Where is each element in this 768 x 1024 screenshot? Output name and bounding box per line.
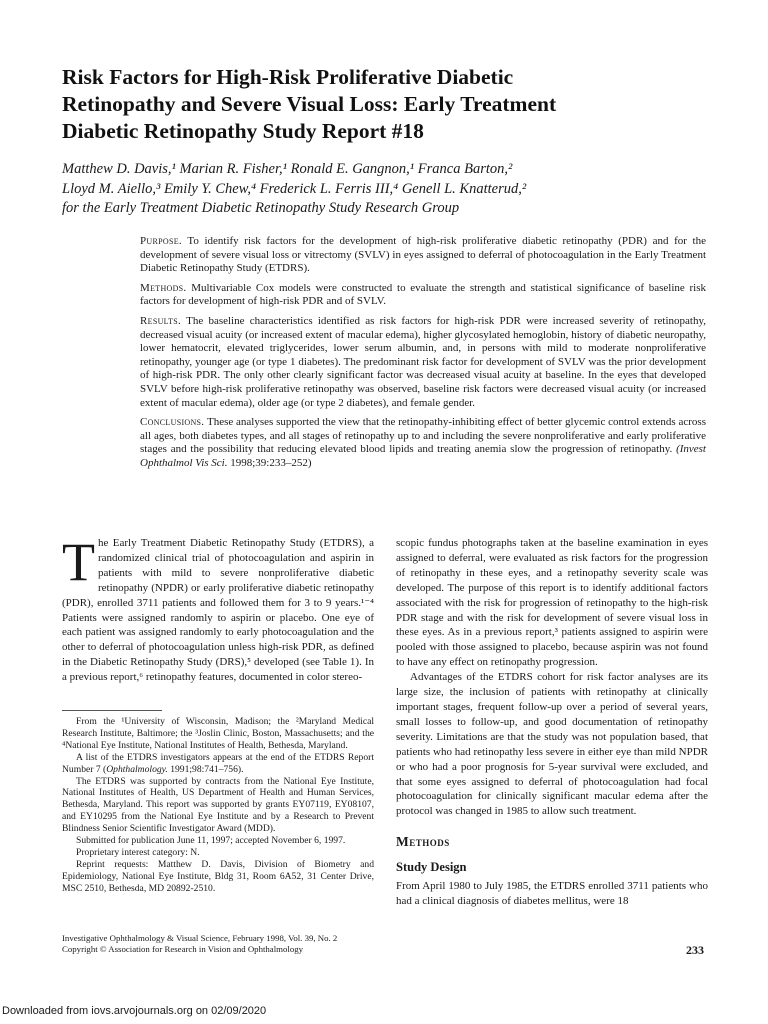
- intro-text: he Early Treatment Diabetic Retinopathy Study (ETDRS), a randomized clinical trial of photocoagulation and aspirin in patients with mild to severe nonproliferative diabetic retinopathy (NPDR) or early proliferative diabetic retinopathy (PDR), enrolled 3711 patients and followed them for 3 to 9 years.¹⁻⁴ Patients were assigned randomly to aspirin or placebo. One eye of each patient was assigned randomly to early photocoagulation and the other to deferral of photocoagulation unless high-risk PDR, as defined in the Diabetic Retinopathy Study (DRS),⁵ developed (see Table 1). In a previous report,⁶ retinopathy features, documented in color stereo-: [62, 537, 374, 684]
- footnote-interest: Proprietary interest category: N.: [76, 846, 200, 858]
- footnotes: [62, 716, 374, 895]
- results-text: The baseline characteristics identified as risk factors for high-risk PDR were increased severity of retinopathy, decreased visual acuity (or increased extent of macular edema), higher glycosylated hemoglobin, history of diabetic neuropathy, lower hematocrit, elevated triglycerides, lower serum albumin, and, in persons with mild to moderate nonproliferative retinopathy, younger age (or type 1 diabetes). The predominant risk factor for development of SVLV was the prior development of high-risk PDR. The only other clearly significant factor was decreased visual acuity at baseline. In the eyes that developed SVLV before high-risk proliferative retinopathy was observed, baseline risk factors were decreased visual acuity (or increased extent of macular edema), older age (or type 2 diabetes), and female gender.: [140, 314, 706, 409]
- intro-paragraph: [62, 532, 374, 685]
- methods-text: Multivariable Cox models were constructed to evaluate the strength and statistical significance of baseline risk factors for development of high-risk PDR and of SVLV.: [140, 281, 707, 308]
- abstract-conclusions: [140, 416, 706, 470]
- body-paragraph: Advantages of the ETDRS cohort for risk factor analyses are its large size, the inclusion of patients with retinopathy at clinically important stages, frequent follow-up over a period of several years, small losses to follow-up, and good documentation of retinopathy severity. Limitations are that the study was not population based, that patients who had retinopathy less severe in either eye than mild NPDR or who had a poor prognosis for 5-year survival were excluded, and that some eyes assigned to deferral of photocoagulation had focal photocoagulation for clinically significant macular edema after the protocol was changed in 1985 to allow such treatment.: [396, 671, 708, 818]
- journal-footer: [62, 933, 522, 955]
- abstract-purpose: [140, 235, 706, 276]
- title-line: Retinopathy and Severe Visual Loss: Early Treatment: [62, 92, 557, 116]
- journal-copyright: Copyright © Association for Research in Vision and Ophthalmology: [62, 944, 304, 954]
- footnote-investigators: [62, 752, 374, 776]
- footnote-submitted: Submitted for publication June 11, 1997; accepted November 6, 1997.: [76, 835, 346, 847]
- title-line: Risk Factors for High-Risk Proliferative Diabetic: [62, 65, 514, 89]
- abstract-methods: [140, 282, 706, 309]
- investigators-post: 1991;98:741–756).: [167, 763, 244, 775]
- footnote-reprint: Reprint requests: Matthew D. Davis, Division of Biometry and Epidemiology, National Eye Institute, Bldg 31, Room 6A52, 31 Center Drive, MSC 2510, Bethesda, MD 20892-2510.: [62, 858, 374, 894]
- journal-issue: Investigative Ophthalmology & Visual Science, February 1998, Vol. 39, No. 2: [62, 933, 338, 943]
- drop-cap: T: [62, 532, 95, 592]
- title-line: Diabetic Retinopathy Study Report #18: [62, 119, 424, 143]
- page-number: 233: [686, 943, 704, 957]
- purpose-text: To identify risk factors for the development of high-risk proliferative diabetic retinopathy (PDR) and for the development of severe visual loss or vitrectomy (SVLV) in eyes assigned to deferral of photocoagulation in the Early Treatment Diabetic Retinopathy Study (ETDRS).: [140, 235, 706, 275]
- study-design-heading: Study Design: [396, 860, 467, 875]
- body-right-column: [396, 536, 708, 909]
- abstract: [140, 235, 706, 477]
- conclusions-text: These analyses supported the view that the retinopathy-inhibiting effect of better glycemic control extends across all ages, both diabetes types, and all stages of retinopathy up to and including the severe nonproliferative and early proliferative stages and the possibility that reducing elevated blood lipids and treating anemia slow the progression of retinopathy.: [140, 416, 706, 456]
- methods-heading: Methods: [396, 834, 450, 850]
- results-label: Results.: [140, 314, 182, 327]
- purpose-label: Purpose.: [140, 235, 182, 247]
- download-note: Downloaded from iovs.arvojournals.org on 02/09/2020: [2, 1005, 267, 1017]
- footnote-support: The ETDRS was supported by contracts from the National Eye Institute, National Institutes of Health, US Department of Health and Human Services, Bethesda, Maryland. This report was supported by grants EY07119, EY08107, and EY10295 from the National Eye Institute and by a Research to Prevent Blindness Senior Scientific Investigator Award (MDD).: [62, 775, 374, 835]
- footnote-divider: [62, 710, 162, 711]
- citation-rest: 1998;39:233–252): [230, 456, 312, 469]
- investigators-journal: Ophthalmology.: [106, 763, 168, 775]
- investigators-pre: A list of the ETDRS investigators appears at the end of the ETDRS Report Number 7 (: [62, 751, 374, 775]
- conclusions-label: Conclusions.: [140, 416, 205, 429]
- body-left-column: [62, 532, 374, 685]
- footnote-affiliations: From the ¹University of Wisconsin, Madison; the ²Maryland Medical Research Institute, Baltimore; the ³Joslin Clinic, Boston, Massachusetts; and the ⁴National Eye Institute, National Institutes of Health, Bethesda, Maryland.: [62, 716, 374, 751]
- article-title: [62, 64, 702, 145]
- author-group: for the Early Treatment Diabetic Retinopathy Study Research Group: [62, 200, 460, 216]
- author-list: [62, 160, 702, 219]
- author-line: Lloyd M. Aiello,³ Emily Y. Chew,⁴ Frederick L. Ferris III,⁴ Genell L. Knatterud,²: [62, 180, 527, 197]
- methods-label: Methods.: [140, 281, 187, 294]
- abstract-results: [140, 315, 706, 410]
- author-line: Matthew D. Davis,¹ Marian R. Fisher,¹ Ronald E. Gangnon,¹ Franca Barton,²: [62, 161, 513, 177]
- citation-journal: (Invest Ophthalmol Vis Sci.: [140, 443, 706, 469]
- body-paragraph: From April 1980 to July 1985, the ETDRS enrolled 3711 patients who had a clinical diagnosis of diabetes mellitus, were 18: [396, 880, 708, 907]
- body-paragraph: scopic fundus photographs taken at the baseline examination in eyes assigned to deferral, were evaluated as risk factors for the progression of retinopathy in these eyes, and a retinopathy severity scale was developed. The purpose of this report is to identify additional factors associated with the risk for progression of retinopathy to the high-risk PDR stage and with the risk for development of severe visual loss in these eyes. As in a previous report,³ patients assigned to aspirin were pooled with those assigned to placebo, because aspirin was not found to have any effect on retinopathy progression.: [396, 537, 708, 669]
